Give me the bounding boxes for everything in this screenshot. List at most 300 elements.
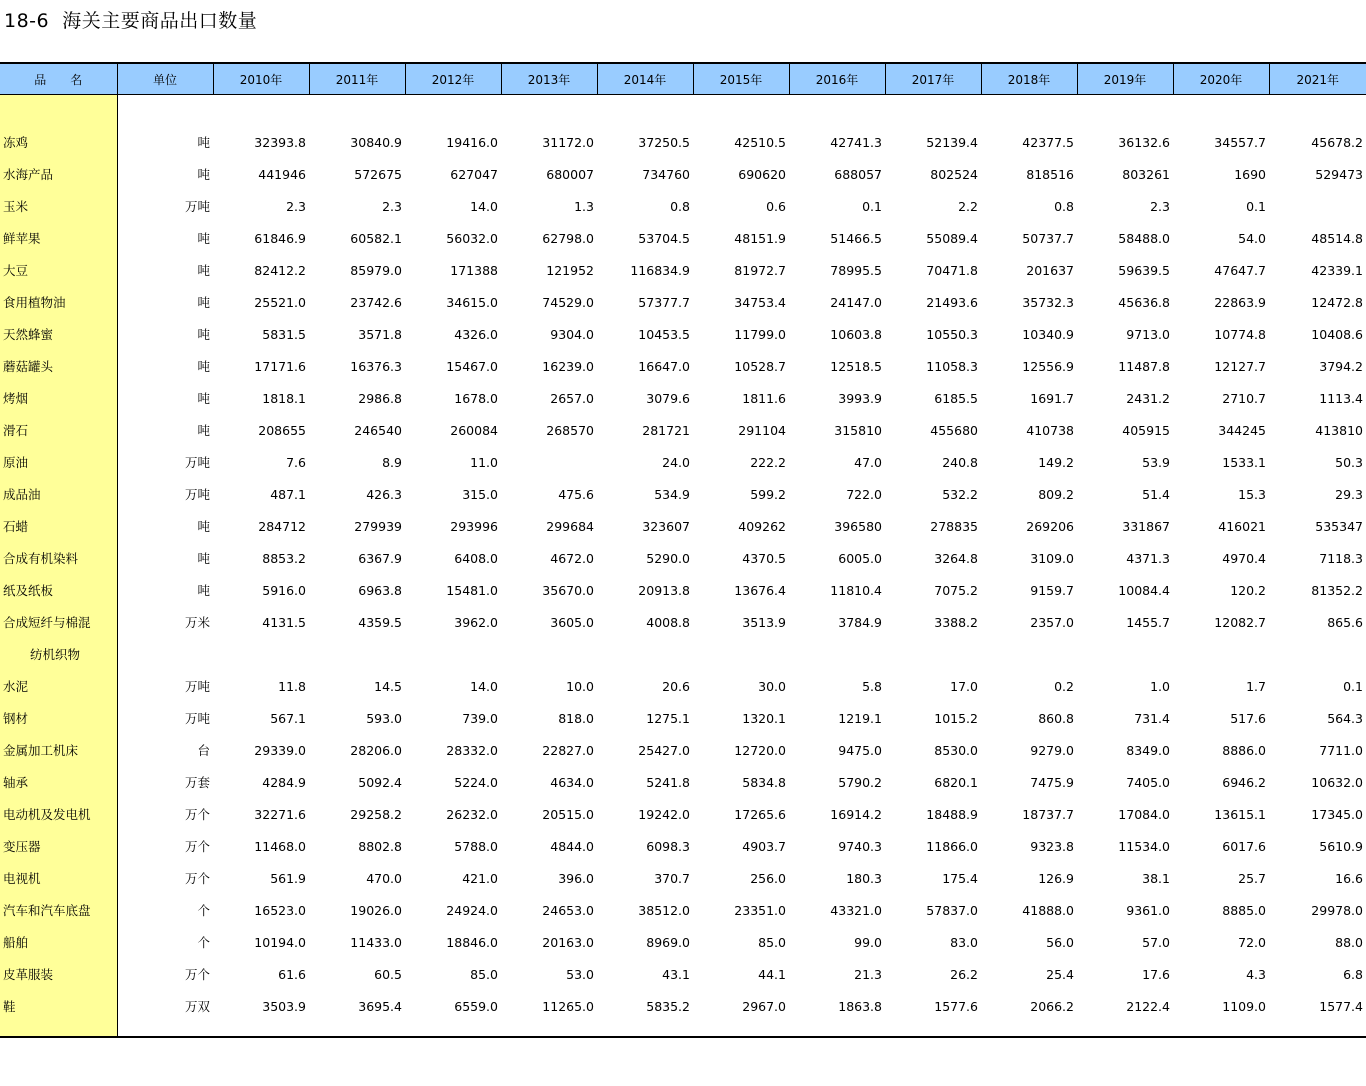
value-cell: 5831.5: [262, 326, 306, 342]
value-cell: 25521.0: [254, 294, 306, 310]
value-cell: 32271.6: [254, 806, 306, 822]
value-cell: 21.3: [854, 966, 882, 982]
value-cell: 11265.0: [542, 998, 594, 1014]
value-cell: 42377.5: [1022, 134, 1074, 150]
table-row: [0, 414, 1366, 446]
value-cell: 722.0: [846, 486, 882, 502]
value-cell: 1863.8: [838, 998, 882, 1014]
value-cell: 865.6: [1327, 614, 1363, 630]
value-cell: 593.0: [366, 710, 402, 726]
value-cell: 534.9: [654, 486, 690, 502]
table-row: [0, 606, 1366, 638]
value-cell: 25427.0: [638, 742, 690, 758]
value-cell: 3784.9: [838, 614, 882, 630]
value-cell: 413810: [1315, 422, 1363, 438]
row-name: 合成短纤与棉混: [0, 606, 117, 638]
value-cell: 734760: [642, 166, 690, 182]
row-unit: 吨: [197, 583, 210, 598]
value-cell: 7475.9: [1030, 774, 1074, 790]
header-year: 2014年: [597, 63, 693, 95]
value-cell: 680007: [546, 166, 594, 182]
header-year: 2012年: [405, 63, 501, 95]
value-cell: 50.3: [1335, 454, 1363, 470]
table-row: [0, 670, 1366, 702]
value-cell: 802524: [930, 166, 978, 182]
row-unit: 吨: [197, 327, 210, 342]
value-cell: 1691.7: [1030, 390, 1074, 406]
value-cell: 2986.8: [358, 390, 402, 406]
value-cell: 3109.0: [1030, 550, 1074, 566]
value-cell: 16376.3: [350, 358, 402, 374]
value-cell: 85.0: [470, 966, 498, 982]
row-name: 船舶: [0, 926, 117, 958]
value-cell: 1015.2: [934, 710, 978, 726]
value-cell: [1269, 638, 1366, 670]
value-cell: 53.0: [566, 966, 594, 982]
value-cell: 8349.0: [1126, 742, 1170, 758]
table-body: [0, 95, 1366, 1038]
value-cell: 416021: [1218, 518, 1266, 534]
value-cell: 688057: [834, 166, 882, 182]
value-cell: 803261: [1122, 166, 1170, 182]
value-cell: 47647.7: [1214, 262, 1266, 278]
value-cell: 278835: [930, 518, 978, 534]
value-cell: 30840.9: [350, 134, 402, 150]
header-year: 2010年: [213, 63, 309, 95]
value-cell: 6185.5: [934, 390, 978, 406]
value-cell: 85.0: [758, 934, 786, 950]
value-cell: 9304.0: [550, 326, 594, 342]
row-name: 鞋: [0, 990, 117, 1022]
value-cell: 1678.0: [454, 390, 498, 406]
value-cell: 14.0: [470, 678, 498, 694]
header-year: 2013年: [501, 63, 597, 95]
row-name: 电视机: [0, 862, 117, 894]
value-cell: 279939: [354, 518, 402, 534]
value-cell: 19242.0: [638, 806, 690, 822]
value-cell: 6820.1: [934, 774, 978, 790]
value-cell: [789, 638, 885, 670]
value-cell: 12082.7: [1214, 614, 1266, 630]
row-unit: 吨: [197, 231, 210, 246]
value-cell: 10194.0: [254, 934, 306, 950]
value-cell: [405, 638, 501, 670]
value-cell: 240.8: [942, 454, 978, 470]
value-cell: 17345.0: [1311, 806, 1363, 822]
value-cell: 739.0: [462, 710, 498, 726]
value-cell: 11866.0: [926, 838, 978, 854]
value-cell: 29339.0: [254, 742, 306, 758]
value-cell: 627047: [450, 166, 498, 182]
value-cell: [501, 446, 597, 478]
value-cell: 572675: [354, 166, 402, 182]
value-cell: 38512.0: [638, 902, 690, 918]
row-name: 皮革服装: [0, 958, 117, 990]
value-cell: 3794.2: [1319, 358, 1363, 374]
value-cell: 23742.6: [350, 294, 402, 310]
table-row: [0, 382, 1366, 414]
value-cell: 4326.0: [454, 326, 498, 342]
value-cell: 405915: [1122, 422, 1170, 438]
value-cell: 17265.6: [734, 806, 786, 822]
header-year: 2017年: [885, 63, 981, 95]
value-cell: 6.8: [1343, 966, 1363, 982]
value-cell: 315810: [834, 422, 882, 438]
value-cell: 13615.1: [1214, 806, 1266, 822]
header-year: 2019年: [1077, 63, 1173, 95]
value-cell: 74529.0: [542, 294, 594, 310]
value-cell: 11.8: [278, 678, 306, 694]
value-cell: 470.0: [366, 870, 402, 886]
value-cell: 20.6: [662, 678, 690, 694]
value-cell: 5835.2: [646, 998, 690, 1014]
value-cell: 9323.8: [1030, 838, 1074, 854]
value-cell: 59639.5: [1118, 262, 1170, 278]
row-name: 汽车和汽车底盘: [0, 894, 117, 926]
value-cell: 6963.8: [358, 582, 402, 598]
value-cell: 6408.0: [454, 550, 498, 566]
value-cell: 1113.4: [1319, 390, 1363, 406]
value-cell: 6017.6: [1222, 838, 1266, 854]
value-cell: 1818.1: [262, 390, 306, 406]
value-cell: 10408.6: [1311, 326, 1363, 342]
row-unit: 万个: [184, 839, 210, 854]
value-cell: 23351.0: [734, 902, 786, 918]
value-cell: [1077, 638, 1173, 670]
value-cell: 83.0: [950, 934, 978, 950]
row-unit: 万米: [184, 615, 210, 630]
row-unit: 吨: [197, 167, 210, 182]
value-cell: 5834.8: [742, 774, 786, 790]
value-cell: 32393.8: [254, 134, 306, 150]
table-row: [0, 958, 1366, 990]
row-unit: [117, 638, 213, 670]
value-cell: 1577.4: [1319, 998, 1363, 1014]
value-cell: 599.2: [750, 486, 786, 502]
value-cell: 4359.5: [358, 614, 402, 630]
value-cell: 1109.0: [1222, 998, 1266, 1014]
value-cell: 12472.8: [1311, 294, 1363, 310]
row-unit: 万吨: [184, 455, 210, 470]
value-cell: 5241.8: [646, 774, 690, 790]
value-cell: 12720.0: [734, 742, 786, 758]
header-year: 2018年: [981, 63, 1077, 95]
value-cell: 88.0: [1335, 934, 1363, 950]
row-name: 蘑菇罐头: [0, 350, 117, 382]
value-cell: 8530.0: [934, 742, 978, 758]
value-cell: 268570: [546, 422, 594, 438]
value-cell: 16914.2: [830, 806, 882, 822]
value-cell: 5224.0: [454, 774, 498, 790]
table-row: [0, 286, 1366, 318]
value-cell: 19026.0: [350, 902, 402, 918]
value-cell: 42741.3: [830, 134, 882, 150]
value-cell: 19416.0: [446, 134, 498, 150]
value-cell: 7.6: [286, 454, 306, 470]
table-row: [0, 702, 1366, 734]
value-cell: 25.7: [1238, 870, 1266, 886]
table-row: [0, 446, 1366, 478]
value-cell: 4672.0: [550, 550, 594, 566]
value-cell: 120.2: [1230, 582, 1266, 598]
value-cell: 4634.0: [550, 774, 594, 790]
value-cell: 0.8: [670, 198, 690, 214]
value-cell: 3079.6: [646, 390, 690, 406]
value-cell: [885, 638, 981, 670]
value-cell: 60582.1: [350, 230, 402, 246]
value-cell: 222.2: [750, 454, 786, 470]
row-unit: 吨: [197, 359, 210, 374]
page-title: 18-6 海关主要商品出口数量: [4, 10, 258, 32]
row-name: 大豆: [0, 254, 117, 286]
value-cell: 43.1: [662, 966, 690, 982]
value-cell: 370.7: [654, 870, 690, 886]
value-cell: 99.0: [854, 934, 882, 950]
row-name: 纸及纸板: [0, 574, 117, 606]
value-cell: [693, 638, 789, 670]
value-cell: 3388.2: [934, 614, 978, 630]
value-cell: 24147.0: [830, 294, 882, 310]
value-cell: 818.0: [558, 710, 594, 726]
row-unit: 万个: [184, 807, 210, 822]
value-cell: 18737.7: [1022, 806, 1074, 822]
value-cell: 61.6: [278, 966, 306, 982]
spacer-name-cell: [0, 95, 117, 127]
value-cell: 455680: [930, 422, 978, 438]
table-row: [0, 638, 1366, 670]
value-cell: 2.2: [958, 198, 978, 214]
value-cell: 10084.4: [1118, 582, 1170, 598]
row-name: 石蜡: [0, 510, 117, 542]
export-table-sheet: [0, 62, 1366, 1038]
table-row: [0, 126, 1366, 158]
row-name: 玉米: [0, 190, 117, 222]
value-cell: 36132.6: [1118, 134, 1170, 150]
row-name: 天然蜂蜜: [0, 318, 117, 350]
value-cell: 1811.6: [742, 390, 786, 406]
value-cell: 13676.4: [734, 582, 786, 598]
value-cell: 2431.2: [1126, 390, 1170, 406]
value-cell: 30.0: [758, 678, 786, 694]
row-name: 滑石: [0, 414, 117, 446]
row-name: 钢材: [0, 702, 117, 734]
value-cell: 81972.7: [734, 262, 786, 278]
value-cell: 9475.0: [838, 742, 882, 758]
value-cell: 60.5: [374, 966, 402, 982]
value-cell: 323607: [642, 518, 690, 534]
value-cell: 7118.3: [1319, 550, 1363, 566]
value-cell: 11.0: [470, 454, 498, 470]
value-cell: 3264.8: [934, 550, 978, 566]
value-cell: 344245: [1218, 422, 1266, 438]
value-cell: 7405.0: [1126, 774, 1170, 790]
value-cell: 0.1: [1343, 678, 1363, 694]
value-cell: 11468.0: [254, 838, 306, 854]
value-cell: 16239.0: [542, 358, 594, 374]
table-row: [0, 158, 1366, 190]
row-unit: 万吨: [184, 711, 210, 726]
table-row: [0, 318, 1366, 350]
row-unit: 吨: [197, 135, 210, 150]
value-cell: 24653.0: [542, 902, 594, 918]
table-row: [0, 478, 1366, 510]
value-cell: 171388: [450, 262, 498, 278]
table-row: [0, 254, 1366, 286]
value-cell: 2967.0: [742, 998, 786, 1014]
row-unit: 万套: [184, 775, 210, 790]
value-cell: 34557.7: [1214, 134, 1266, 150]
value-cell: 24.0: [662, 454, 690, 470]
value-cell: 529473: [1315, 166, 1363, 182]
value-cell: 85979.0: [350, 262, 402, 278]
value-cell: 396580: [834, 518, 882, 534]
header-name: 品 名: [0, 63, 117, 95]
value-cell: 22863.9: [1214, 294, 1266, 310]
value-cell: [1269, 190, 1366, 222]
value-cell: 29258.2: [350, 806, 402, 822]
value-cell: 25.4: [1046, 966, 1074, 982]
value-cell: 0.1: [1246, 198, 1266, 214]
row-unit: 万个: [184, 871, 210, 886]
header-year: 2015年: [693, 63, 789, 95]
value-cell: 532.2: [942, 486, 978, 502]
value-cell: 3513.9: [742, 614, 786, 630]
value-cell: 18488.9: [926, 806, 978, 822]
value-cell: 260084: [450, 422, 498, 438]
spacer-row: [0, 95, 1366, 127]
value-cell: 208655: [258, 422, 306, 438]
value-cell: 731.4: [1134, 710, 1170, 726]
row-unit: 吨: [197, 263, 210, 278]
value-cell: 53.9: [1142, 454, 1170, 470]
value-cell: 1320.1: [742, 710, 786, 726]
value-cell: 10774.8: [1214, 326, 1266, 342]
value-cell: 35670.0: [542, 582, 594, 598]
value-cell: 72.0: [1238, 934, 1266, 950]
value-cell: 9713.0: [1126, 326, 1170, 342]
value-cell: 6946.2: [1222, 774, 1266, 790]
value-cell: 10632.0: [1311, 774, 1363, 790]
value-cell: 35732.3: [1022, 294, 1074, 310]
value-cell: 10453.5: [638, 326, 690, 342]
row-unit: 台: [197, 743, 210, 758]
value-cell: 38.1: [1142, 870, 1170, 886]
value-cell: 37250.5: [638, 134, 690, 150]
value-cell: 16.6: [1335, 870, 1363, 886]
value-cell: 561.9: [270, 870, 306, 886]
value-cell: 487.1: [270, 486, 306, 502]
value-cell: 2657.0: [550, 390, 594, 406]
row-name: 纺机织物: [0, 638, 117, 670]
value-cell: 175.4: [942, 870, 978, 886]
value-cell: 535347: [1315, 518, 1363, 534]
value-cell: 1577.6: [934, 998, 978, 1014]
value-cell: [501, 638, 597, 670]
value-cell: 315.0: [462, 486, 498, 502]
value-cell: 299684: [546, 518, 594, 534]
value-cell: 284712: [258, 518, 306, 534]
row-unit: 万吨: [184, 679, 210, 694]
value-cell: 16647.0: [638, 358, 690, 374]
value-cell: 4370.5: [742, 550, 786, 566]
value-cell: 28332.0: [446, 742, 498, 758]
value-cell: 11799.0: [734, 326, 786, 342]
value-cell: 7075.2: [934, 582, 978, 598]
value-cell: 42510.5: [734, 134, 786, 150]
table-row: [0, 894, 1366, 926]
table-row: [0, 798, 1366, 830]
value-cell: 10528.7: [734, 358, 786, 374]
row-name: 水海产品: [0, 158, 117, 190]
value-cell: 20515.0: [542, 806, 594, 822]
table-row: [0, 574, 1366, 606]
row-name: 合成有机染料: [0, 542, 117, 574]
value-cell: 809.2: [1038, 486, 1074, 502]
value-cell: 28206.0: [350, 742, 402, 758]
row-name: 水泥: [0, 670, 117, 702]
table-row: [0, 222, 1366, 254]
value-cell: 34615.0: [446, 294, 498, 310]
value-cell: 331867: [1122, 518, 1170, 534]
header-year: 2011年: [309, 63, 405, 95]
value-cell: 12518.5: [830, 358, 882, 374]
value-cell: 8802.8: [358, 838, 402, 854]
row-unit: 吨: [197, 551, 210, 566]
row-name: 鲜苹果: [0, 222, 117, 254]
value-cell: 517.6: [1230, 710, 1266, 726]
value-cell: 29978.0: [1311, 902, 1363, 918]
value-cell: 121952: [546, 262, 594, 278]
value-cell: 54.0: [1238, 230, 1266, 246]
value-cell: 1455.7: [1126, 614, 1170, 630]
value-cell: 6005.0: [838, 550, 882, 566]
value-cell: 17084.0: [1118, 806, 1170, 822]
row-name: 冻鸡: [0, 126, 117, 158]
header-year: 2020年: [1173, 63, 1269, 95]
table-row: [0, 766, 1366, 798]
value-cell: 70471.8: [926, 262, 978, 278]
value-cell: 441946: [258, 166, 306, 182]
value-cell: 116834.9: [630, 262, 690, 278]
value-cell: 8853.2: [262, 550, 306, 566]
row-name: 金属加工机床: [0, 734, 117, 766]
value-cell: 47.0: [854, 454, 882, 470]
end-name-cell: [0, 1022, 117, 1037]
value-cell: 48514.8: [1311, 230, 1363, 246]
value-cell: 246540: [354, 422, 402, 438]
value-cell: 6559.0: [454, 998, 498, 1014]
value-cell: 22827.0: [542, 742, 594, 758]
value-cell: 2.3: [382, 198, 402, 214]
value-cell: 14.0: [470, 198, 498, 214]
value-cell: 201637: [1026, 262, 1074, 278]
value-cell: 1275.1: [646, 710, 690, 726]
value-cell: 45636.8: [1118, 294, 1170, 310]
value-cell: 409262: [738, 518, 786, 534]
value-cell: 9279.0: [1030, 742, 1074, 758]
table-row: [0, 734, 1366, 766]
value-cell: 2357.0: [1030, 614, 1074, 630]
value-cell: 0.2: [1054, 678, 1074, 694]
header-unit: 单位: [117, 63, 213, 95]
value-cell: 15481.0: [446, 582, 498, 598]
value-cell: 15.3: [1238, 486, 1266, 502]
value-cell: 10.0: [566, 678, 594, 694]
value-cell: 1219.1: [838, 710, 882, 726]
table-row: [0, 510, 1366, 542]
value-cell: 1.7: [1246, 678, 1266, 694]
value-cell: 21493.6: [926, 294, 978, 310]
